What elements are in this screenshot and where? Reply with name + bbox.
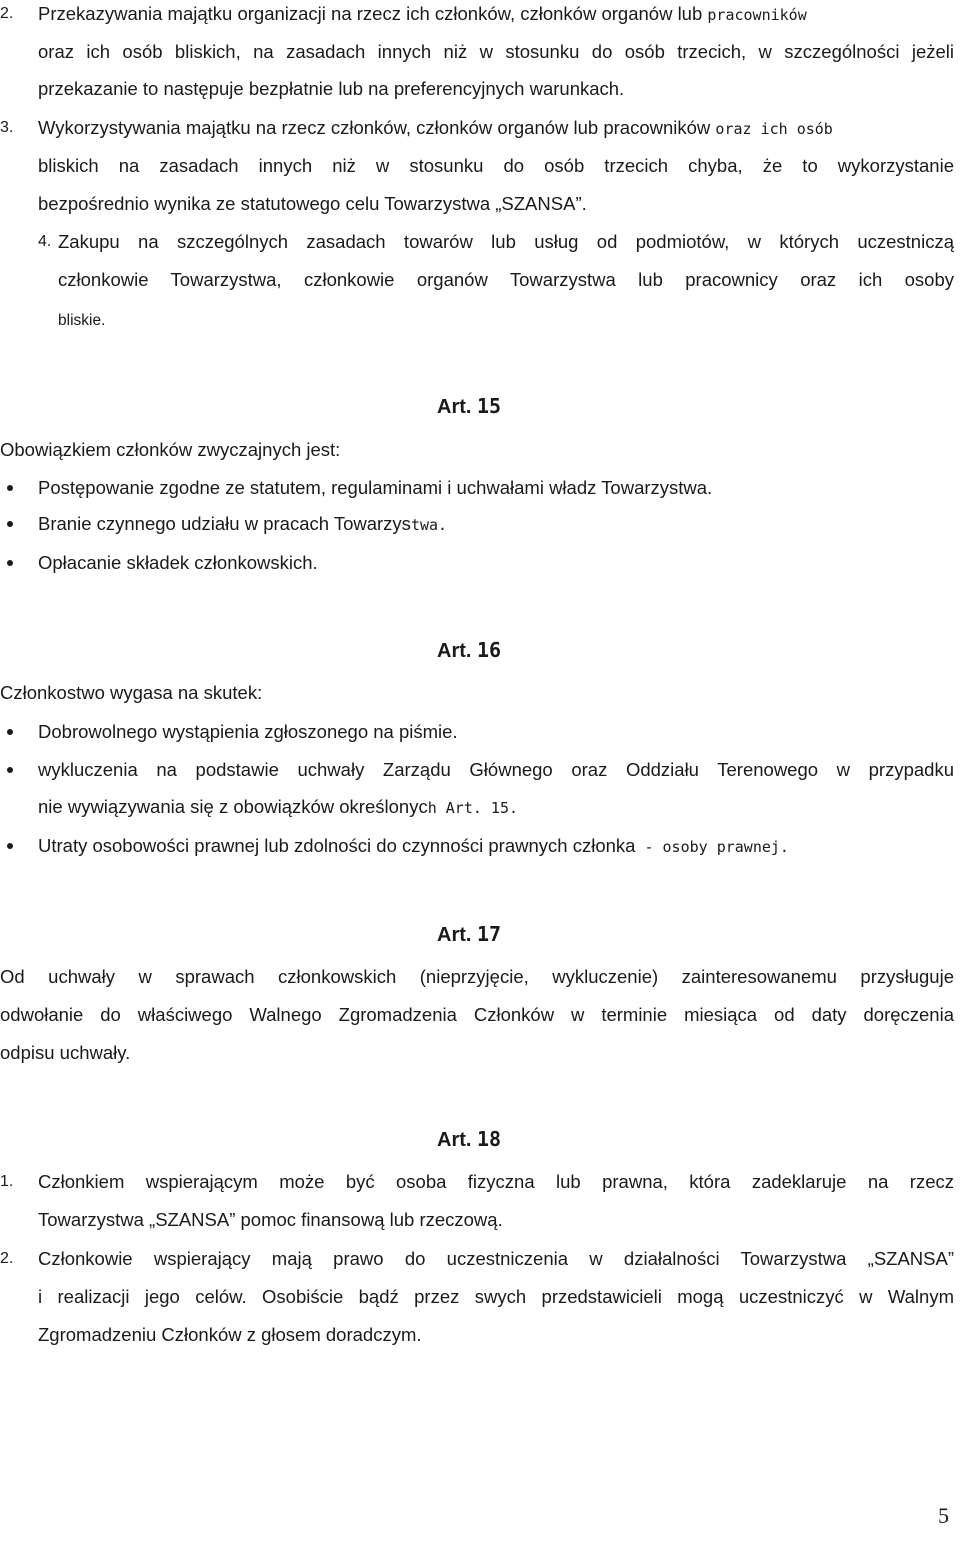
article-number: 18 [477,1127,502,1151]
article-text-line: odwołanie do właściwego Walnego Zgromadzenia Członków w terminie miesiąca od daty doręczenia [0,1004,954,1025]
article-heading [437,922,501,947]
text-run: twa. [410,516,448,534]
para3-line-3: bezpośrednio wynika ze statutowego celu Towarzystwa „SZANSA”. [38,193,587,214]
text-run: h Art. 15. [427,799,519,817]
article-number: 15 [477,394,502,418]
article-heading [437,638,501,663]
article-text-line: Zgromadzeniu Członków z głosem doradczym. [38,1324,422,1345]
bullet-icon [7,485,13,491]
text-run: nie wywiązywania się z obowiązków określonyc [38,796,428,817]
article-text-line: Członkiem wspierającym może być osoba fizyczna lub prawna, która zadeklaruje na rzecz [38,1171,954,1192]
bullet-icon [7,843,13,849]
article-text-line: Członkowie wspierający mają prawo do uczestniczenia w działalności Towarzystwa „SZANSA” [38,1248,954,1269]
article-label: Art. [437,396,472,418]
para3-line-1 [38,117,833,140]
article-label: Art. [437,924,472,946]
list-item: Postępowanie zgodne ze statutem, regulaminami i uchwałami władz Towarzystwa. [38,477,713,498]
article-number: 17 [477,922,502,946]
page-number: 5 [938,1503,949,1528]
article-text-line: odpisu uchwały. [0,1042,131,1063]
text-run: Branie czynnego udziału w pracach Towarzys [38,513,411,534]
list-number: 1. [0,1173,14,1190]
list-item: Dobrowolnego wystąpienia zgłoszonego na piśmie. [38,721,458,742]
bullet-icon [7,521,13,527]
para2-line-3: przekazanie to następuje bezpłatnie lub na preferencyjnych warunkach. [38,78,625,99]
article-intro: Członkostwo wygasa na skutek: [0,682,263,703]
article-text-line: Towarzystwa „SZANSA” pomoc finansową lub rzeczową. [38,1209,503,1230]
text-run: Utraty osobowości prawnej lub zdolności do czynności prawnych członka [38,835,636,856]
list-item-continuation [38,796,518,819]
list-number: 3. [0,119,14,136]
article-intro: Obowiązkiem członków zwyczajnych jest: [0,439,341,460]
para4-line-3: bliskie. [58,312,106,329]
article-text-line: i realizacji jego celów. Osobiście bądź przez swych przedstawicieli mogą uczestniczyć w Walnym [38,1286,954,1307]
list-item [38,835,789,858]
para4-line-2: członkowie Towarzystwa, członkowie organów Towarzystwa lub pracownicy oraz ich osoby [58,269,954,290]
text-run: - osoby prawnej. [635,838,789,856]
bullet-icon [7,767,13,773]
para3-line-2: bliskich na zasadach innych niż w stosunku do osób trzecich chyba, że to wykorzystanie [38,155,954,176]
article-label: Art. [437,1129,472,1151]
list-number: 2. [0,5,14,22]
list-item: Opłacanie składek członkowskich. [38,552,318,573]
article-number: 16 [477,638,502,662]
article-heading [437,1127,501,1152]
para4-line-1: Zakupu na szczególnych zasadach towarów lub usług od podmiotów, w których uczestniczą [58,231,954,252]
article-heading [437,394,501,419]
text-run: Przekazywania majątku organizacji na rzecz ich członków, członków organów lub [38,3,703,24]
para2-line-1 [38,3,807,26]
text-run: oraz ich osób [715,120,833,138]
bullet-icon [7,729,13,735]
bullet-icon [7,560,13,566]
text-run: pracowników [707,6,807,24]
para2-line-2: oraz ich osób bliskich, na zasadach innych niż w stosunku do osób trzecich, w szczególności jeżeli [38,41,954,62]
article-label: Art. [437,640,472,662]
text-run: Wykorzystywania majątku na rzecz członków, członków organów lub pracowników [38,117,711,138]
list-number: 4. [38,233,52,250]
list-item [38,513,447,536]
list-item: wykluczenia na podstawie uchwały Zarządu Głównego oraz Oddziału Terenowego w przypadku [38,759,954,780]
article-text-line: Od uchwały w sprawach członkowskich (nieprzyjęcie, wykluczenie) zainteresowanemu przysługuje [0,966,954,987]
list-number: 2. [0,1250,14,1267]
